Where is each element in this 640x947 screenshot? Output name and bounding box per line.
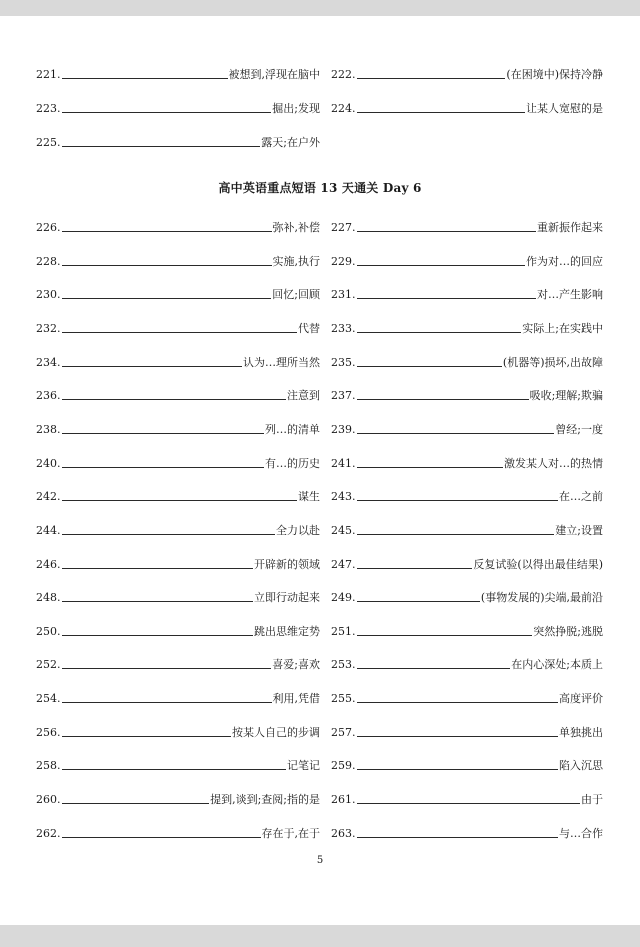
chinese-meaning: 重新振作起来 [537,221,603,234]
answer-blank[interactable] [357,668,511,669]
answer-blank[interactable] [62,803,210,804]
exercise-item [331,383,603,403]
item-number: 235. [331,355,356,369]
answer-blank[interactable] [357,332,522,333]
chinese-meaning: 按某人自己的步调 [232,725,320,739]
item-number: 229. [331,254,356,268]
exercise-row [0,619,640,639]
answer-blank[interactable] [62,769,287,770]
item-number: 224. [331,102,356,115]
item-number: 227. [331,221,356,234]
chinese-meaning: 由于 [581,793,603,807]
answer-blank[interactable] [62,668,272,669]
answer-blank[interactable] [357,399,529,400]
answer-blank[interactable] [62,231,272,232]
item-number: 260. [36,793,61,807]
exercise-item [36,686,320,706]
exercise-item [36,62,320,82]
item-number: 247. [331,557,356,571]
exercise-item [331,62,603,82]
answer-blank[interactable] [357,568,473,569]
answer-blank[interactable] [357,534,555,535]
answer-blank[interactable] [357,366,502,367]
item-number: 243. [331,490,356,504]
exercise-item [36,316,320,336]
exercise-item [331,215,603,235]
answer-blank[interactable] [357,500,559,501]
item-number: 255. [331,692,356,706]
answer-blank[interactable] [357,112,526,113]
exercise-item [331,552,603,572]
chinese-meaning: (机器等)损坏,出故障 [502,355,603,369]
exercise-row [0,350,640,370]
exercise-row [0,552,640,572]
item-number: 250. [36,624,61,638]
chinese-meaning: 回忆;回顾 [272,288,320,302]
exercise-item [36,350,320,370]
chinese-meaning: 反复试验(以得出最佳结果) [473,557,603,571]
answer-blank[interactable] [62,568,254,569]
item-number: 242. [36,490,61,504]
chinese-meaning: 露天;在户外 [261,136,320,149]
chinese-meaning: 有…的历史 [265,456,320,470]
exercise-row [0,451,640,471]
exercise-row [0,821,640,841]
exercise-item [36,484,320,504]
item-number: 226. [36,221,61,234]
answer-blank[interactable] [62,332,298,333]
exercise-row [0,652,640,672]
exercise-item [36,585,320,605]
chinese-meaning: 在内心深处;本质上 [511,658,603,672]
answer-blank[interactable] [62,366,243,367]
exercise-item [331,518,603,538]
chinese-meaning: 弥补,补偿 [272,221,320,234]
exercise-row [0,316,640,336]
exercise-row [0,62,640,82]
item-number: 257. [331,725,356,739]
exercise-row [0,282,640,302]
exercise-item [36,96,320,116]
chinese-meaning: 激发某人对…的热情 [504,456,603,470]
item-number: 236. [36,389,61,403]
exercise-item [331,720,603,740]
exercise-item [331,249,603,269]
item-number: 240. [36,456,61,470]
item-number: 241. [331,456,356,470]
item-number: 223. [36,102,61,115]
item-number: 249. [331,591,356,605]
answer-blank[interactable] [357,769,559,770]
item-number: 238. [36,422,61,436]
exercise-row [0,417,640,437]
chinese-meaning: 对…产生影响 [537,288,603,302]
item-number: 263. [331,826,356,840]
exercise-item [331,652,603,672]
chinese-meaning: (事物发展的)尖端,最前沿 [480,591,603,605]
exercise-row [0,787,640,807]
exercise-item [331,686,603,706]
exercise-item [36,821,320,841]
chinese-meaning: 高度评价 [559,692,603,706]
exercise-row [0,585,640,605]
chinese-meaning: 单独挑出 [559,725,603,739]
exercise-row [0,249,640,269]
exercise-row [0,383,640,403]
chinese-meaning: (在困境中)保持冷静 [506,68,603,81]
item-number: 231. [331,288,356,302]
chinese-meaning: 陷入沉思 [559,759,603,773]
exercise-item [331,282,603,302]
chinese-meaning: 吸收;理解;欺骗 [529,389,603,403]
exercise-item [36,249,320,269]
exercise-item [331,316,603,336]
exercise-item [36,720,320,740]
item-number: 251. [331,624,356,638]
chinese-meaning: 注意到 [287,389,320,403]
chinese-meaning: 列…的清单 [265,422,320,436]
exercise-row [0,215,640,235]
exercise-item [331,821,603,841]
item-number: 239. [331,422,356,436]
chinese-meaning: 曾经;一度 [555,422,603,436]
answer-blank[interactable] [62,635,254,636]
item-number: 261. [331,793,356,807]
item-number: 252. [36,658,61,672]
chinese-meaning: 谋生 [298,490,320,504]
chinese-meaning: 全力以赴 [276,523,320,537]
exercise-item [36,652,320,672]
answer-blank[interactable] [357,231,537,232]
item-number: 237. [331,389,356,403]
chinese-meaning: 实施,执行 [272,254,320,268]
chinese-meaning: 跳出思维定势 [254,624,320,638]
answer-blank[interactable] [62,601,254,602]
exercise-item [331,350,603,370]
chinese-meaning: 提到,谈到;查阅;指的是 [210,793,320,807]
exercise-item [36,417,320,437]
answer-blank[interactable] [357,265,526,266]
answer-blank[interactable] [357,837,559,838]
chinese-meaning: 实际上;在实践中 [522,321,603,335]
exercise-item [331,787,603,807]
exercise-row [0,484,640,504]
exercise-item [36,518,320,538]
answer-blank[interactable] [357,803,581,804]
answer-blank[interactable] [62,467,265,468]
exercise-row [0,518,640,538]
item-number: 245. [331,523,356,537]
chinese-meaning: 作为对…的回应 [526,254,603,268]
chinese-meaning: 突然挣脱;逃脱 [533,624,603,638]
exercise-row [0,753,640,773]
item-number: 256. [36,725,61,739]
chinese-meaning: 建立;设置 [555,523,603,537]
answer-blank[interactable] [62,78,228,79]
item-number: 225. [36,136,61,149]
answer-blank[interactable] [357,433,555,434]
exercise-item [36,787,320,807]
exercise-item [36,753,320,773]
chinese-meaning: 记笔记 [287,759,320,773]
exercise-row [0,686,640,706]
answer-blank[interactable] [62,298,272,299]
answer-blank[interactable] [62,534,276,535]
answer-blank[interactable] [357,601,480,602]
answer-blank[interactable] [62,265,272,266]
answer-blank[interactable] [357,467,504,468]
item-number: 259. [331,759,356,773]
exercise-item [36,130,320,150]
chinese-meaning: 认为…理所当然 [243,355,320,369]
item-number: 262. [36,826,61,840]
section-heading: 高中英语重点短语 13 天通关 Day 6 [218,181,422,195]
chinese-meaning: 立即行动起来 [254,591,320,605]
answer-blank[interactable] [357,736,559,737]
answer-blank[interactable] [357,298,537,299]
answer-blank[interactable] [62,399,287,400]
chinese-meaning: 利用,凭借 [272,692,320,706]
item-number: 233. [331,321,356,335]
item-number: 246. [36,557,61,571]
exercise-item [36,215,320,235]
answer-blank[interactable] [62,837,261,838]
exercise-item [36,552,320,572]
item-number: 248. [36,591,61,605]
chinese-meaning: 掘出;发现 [272,102,320,115]
answer-blank[interactable] [62,146,261,147]
item-number: 254. [36,692,61,706]
answer-blank[interactable] [357,635,533,636]
exercise-item [36,619,320,639]
item-number: 221. [36,68,61,81]
bottom-gray-band [0,925,640,947]
chinese-meaning: 被想到,浮现在脑中 [228,68,320,81]
exercise-item [331,417,603,437]
chinese-meaning: 在…之前 [559,490,603,504]
answer-blank[interactable] [62,702,272,703]
exercise-item [331,96,603,116]
item-number: 234. [36,355,61,369]
chinese-meaning: 代替 [298,321,320,335]
item-number: 228. [36,254,61,268]
chinese-meaning: 与…合作 [559,826,603,840]
item-number: 253. [331,658,356,672]
exercise-row [0,130,640,150]
answer-blank[interactable] [62,736,232,737]
exercise-item [331,619,603,639]
answer-blank[interactable] [62,500,298,501]
exercise-item [36,451,320,471]
exercise-row [0,96,640,116]
exercise-item [331,753,603,773]
chinese-meaning: 开辟新的领域 [254,557,320,571]
chinese-meaning: 喜爱;喜欢 [272,658,320,672]
item-number: 232. [36,321,61,335]
exercise-item [331,585,603,605]
chinese-meaning: 让某人宽慰的是 [526,102,603,115]
answer-blank[interactable] [357,78,506,79]
answer-blank[interactable] [62,112,272,113]
item-number: 244. [36,523,61,537]
exercise-item [36,282,320,302]
exercise-item [331,484,603,504]
exercise-item [331,451,603,471]
chinese-meaning: 存在于,在于 [261,826,320,840]
item-number: 230. [36,288,61,302]
item-number: 258. [36,759,61,773]
item-number: 222. [331,68,356,81]
top-gray-band [0,0,640,16]
exercise-row [0,720,640,740]
exercise-item [36,383,320,403]
answer-blank[interactable] [357,702,559,703]
page-number: 5 [316,855,324,866]
answer-blank[interactable] [62,433,265,434]
